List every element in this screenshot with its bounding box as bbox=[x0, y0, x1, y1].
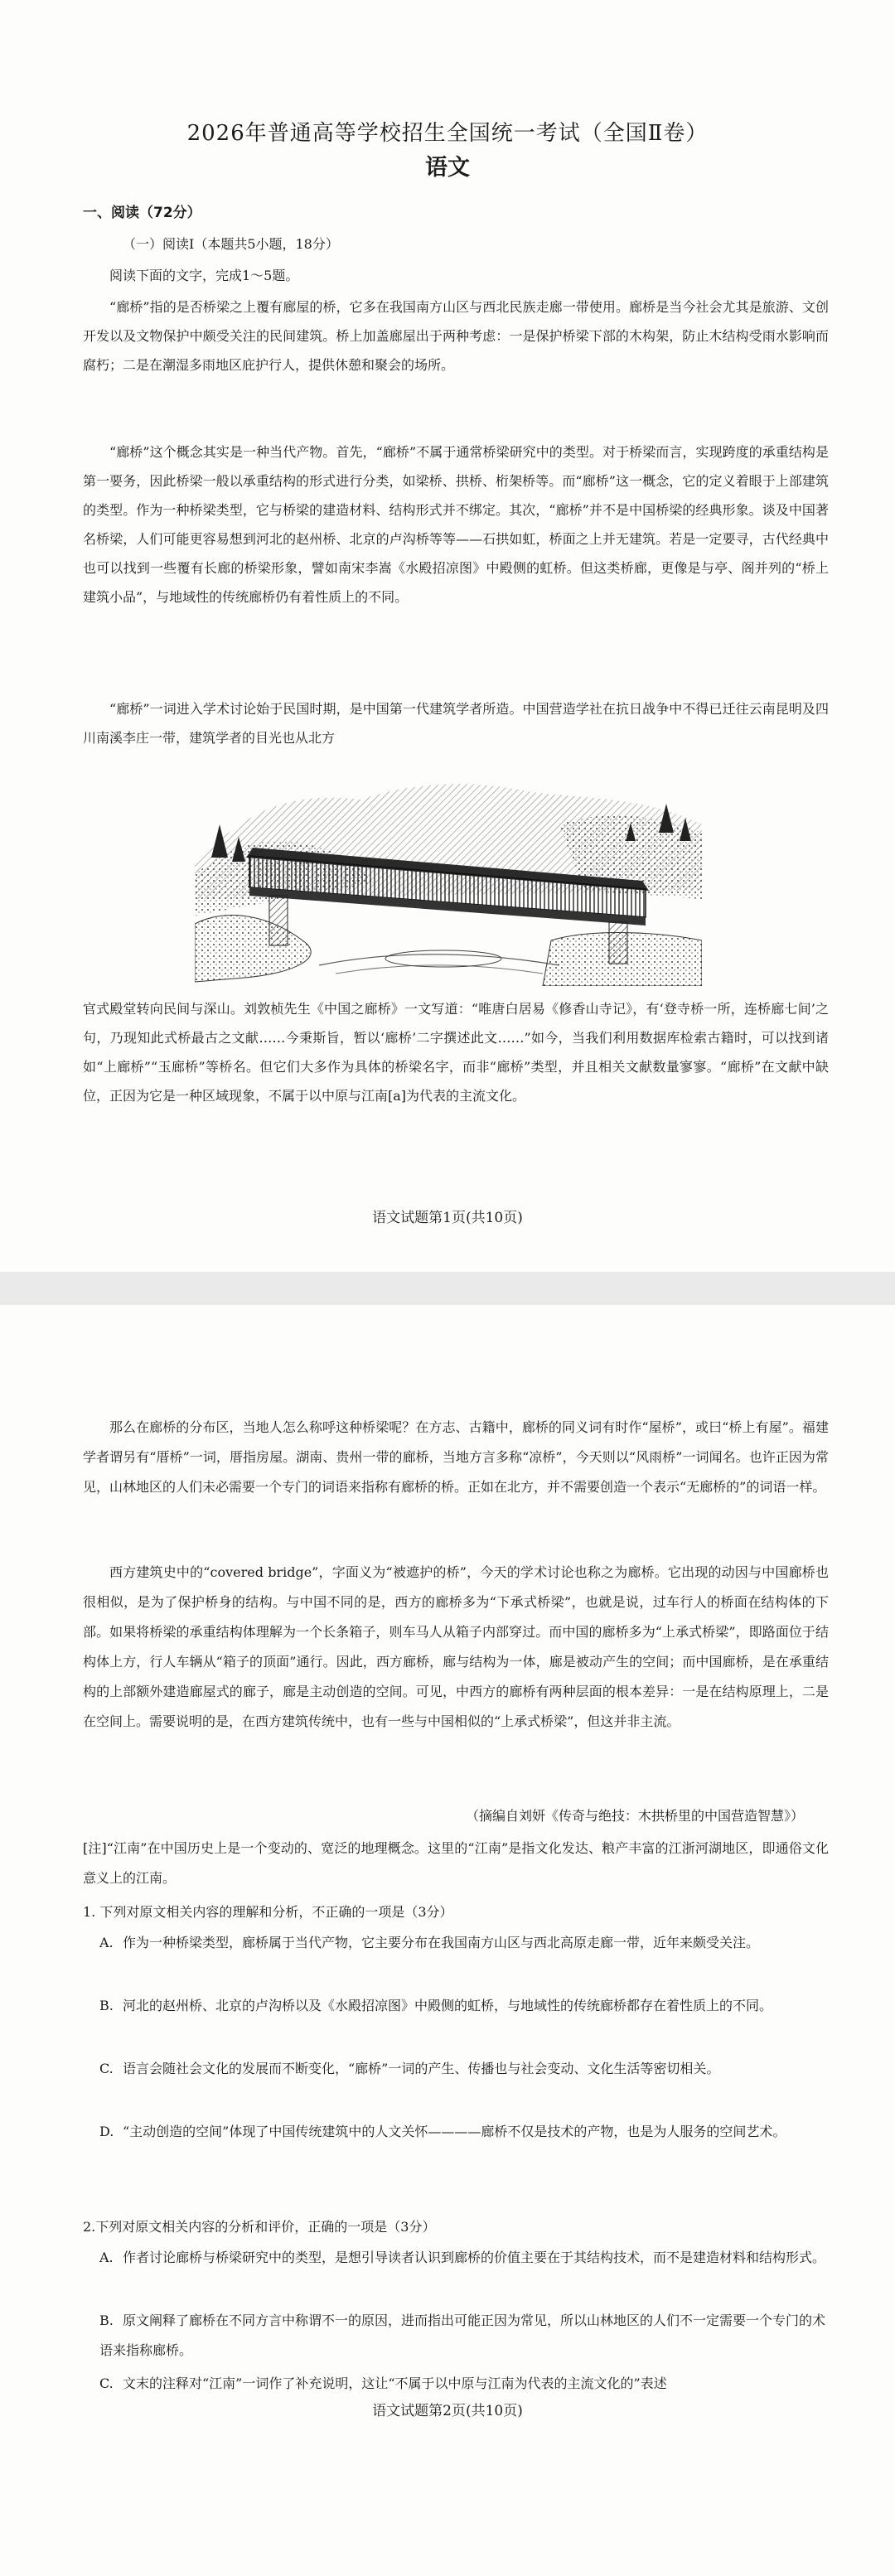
paragraph: 西方建筑史中的“covered bridge”，字面义为“被遮护的桥”，今天的学术讨论也称之为廊桥。它出现的动因与中国廊桥也很相似，是为了保护桥身的结构。与中国不同的是，西方的廊桥多为“下承式桥梁”，也就是说，过车行人的桥面在结构体的下部。如果将桥梁的承重结构体理解为一个长条箱子，则车马人从箱子内部穿过。而中国的廊桥多为“上承式桥梁”，即路面位于结构体上方，行人车辆从“箱子的顶面”通行。因此，西方廊桥，廊与结构为一体，廊是被动产生的空间；而中国廊桥，是在承重结构的上部额外建造廊屋式的廊子，廊是主动创造的空间。可见，中西方的廊桥有两种层面的根本差异：一是在结构原理上，二是在空间上。需要说明的是，在西方建筑传统中，也有一些与中国相似的“上承式桥梁”，但这并非主流。 bbox=[83, 1564, 829, 1729]
page-footer: 语文试题第2页(共10页) bbox=[372, 2403, 523, 2419]
paragraph: “廊桥”一词进入学术讨论始于民国时期，是中国第一代建筑学者所造。中国营造学社在抗日战争中不得已迁往云南昆明及四川南溪李庄一带，建筑学者的目光也从北方 bbox=[83, 701, 829, 746]
question-1-stem: 1. 下列对原文相关内容的理解和分析，不正确的一项是（3分） bbox=[83, 1904, 453, 1920]
option-label: B. bbox=[99, 1998, 114, 2013]
subsection-title: （一）阅读Ⅰ（本题共5小题，18分） bbox=[123, 236, 339, 252]
question-2-option-a[interactable] bbox=[99, 2243, 829, 2273]
instruction: 阅读下面的文字，完成1～5题。 bbox=[109, 268, 299, 283]
paragraph: 官式殿堂转向民间与深山。刘敦桢先生《中国之廊桥》一文写道：“唯唐白居易《修香山寺记》，有‘登寺桥一所，连桥廊七间’之句，乃现知此式桥最古之文献……今秉斯旨，暂以‘廊桥’二字撰述此文……”如今，当我们利用数据库检索古籍时，可以找到诸如“上廊桥”“玉廊桥”等桥名。但它们大多作为具体的桥梁名字，而非“廊桥”类型，并且相关文献数量寥寥。“廊桥”在文献中缺位，正因为它是一种区域现象，不属于以中原与江南[a]为代表的主流文化。 bbox=[83, 1001, 829, 1104]
option-text: 作者讨论廊桥与桥梁研究中的类型，是想引导读者认识到廊桥的价值主要在于其结构技术，而不是建造材料和结构形式。 bbox=[123, 2250, 826, 2265]
option-text: “主动创造的空间”体现了中国传统建筑中的人文关怀————廊桥不仅是技术的产物，也是为人服务的空间艺术。 bbox=[123, 2124, 786, 2139]
question-2-option-c[interactable] bbox=[99, 2369, 829, 2399]
option-label: B. bbox=[99, 2313, 114, 2328]
option-text: 作为一种桥梁类型，廊桥属于当代产物，它主要分布在我国南方山区与西北高原走廊一带，近年来颇受关注。 bbox=[123, 1935, 760, 1950]
option-label: C. bbox=[99, 2375, 114, 2391]
paragraph: 那么在廊桥的分布区，当地人怎么称呼这种桥梁呢？在方志、古籍中，廊桥的同义词有时作“屋桥”，或曰“桥上有屋”。福建学者谓另有“厝桥”一词，厝指房屋。湖南、贵州一带的廊桥，当地方言多称“凉桥”，今天则以“风雨桥”一词闻名。也许正因为常见，山林地区的人们未必需要一个专门的词语来指称有廊桥的桥。正如在北方，并不需要创造一个表示“无廊桥的”的词语一样。 bbox=[83, 1419, 829, 1495]
option-text: 河北的赵州桥、北京的卢沟桥以及《水殿招凉图》中殿侧的虹桥，与地域性的传统廊桥都存在着性质上的不同。 bbox=[123, 1998, 773, 2013]
option-text: 原文阐释了廊桥在不同方言中称谓不一的原因，进而指出可能正因为常见，所以山林地区的人们不一定需要一个专门的术语来指称廊桥。 bbox=[99, 2313, 826, 2358]
exam-page-2 bbox=[0, 1305, 895, 2576]
question-1-option-b[interactable] bbox=[99, 1991, 829, 2021]
question-2-option-b[interactable] bbox=[99, 2306, 829, 2366]
option-text: 语言会随社会文化的发展而不断变化，“廊桥”一词的产生、传播也与社会变动、文化生活等密切相关。 bbox=[123, 2061, 720, 2076]
exam-title: 2026年普通高等学校招生全国统一考试（全国Ⅱ卷） bbox=[186, 121, 709, 146]
option-label: A. bbox=[99, 2250, 114, 2265]
paragraph: “廊桥”这个概念其实是一种当代产物。首先，“廊桥”不属于通常桥梁研究中的类型。对于桥梁而言，实现跨度的承重结构是第一要务，因此桥梁一般以承重结构的形式进行分类，如梁桥、拱桥、桁架桥等。而“廊桥”这一概念，它的定义着眼于上部建筑的类型。作为一种桥梁类型，它与桥梁的建造材料、结构形式并不绑定。其次，“廊桥”并不是中国桥梁的经典形象。谈及中国著名桥梁，人们可能更容易想到河北的赵州桥、北京的卢沟桥等等——石拱如虹，桥面之上并无建筑。若是一定要寻，古代经典中也可以找到一些覆有长廊的桥梁形象，譬如南宋李嵩《水殿招凉图》中殿侧的虹桥。但这类桥廊，更像是与亭、阁并列的“桥上建筑小品”，与地域性的传统廊桥仍有着性质上的不同。 bbox=[83, 444, 829, 605]
question-1-option-c[interactable] bbox=[99, 2054, 829, 2084]
question-1-option-d[interactable] bbox=[99, 2117, 829, 2147]
question-2-stem: 2.下列对原文相关内容的分析和评价，正确的一项是（3分） bbox=[83, 2219, 436, 2235]
footnote: [注]“江南”在中国历史上是一个变动的、宽泛的地理概念。这里的“江南”是指文化发达、粮产丰富的江浙河湖地区，即通俗文化意义上的江南。 bbox=[83, 1840, 829, 1886]
source-citation: （摘编自刘妍《传奇与绝技：木拱桥里的中国营造智慧》） bbox=[465, 1808, 804, 1824]
covered-bridge-illustration bbox=[195, 775, 702, 986]
section-title: 一、阅读（72分） bbox=[83, 205, 201, 221]
option-label: C. bbox=[99, 2061, 114, 2076]
page-footer: 语文试题第1页(共10页) bbox=[372, 1210, 523, 1226]
option-label: D. bbox=[99, 2124, 114, 2139]
exam-page-1 bbox=[0, 0, 895, 1272]
option-label: A. bbox=[99, 1935, 114, 1950]
subject-title: 语文 bbox=[425, 155, 470, 181]
option-text: 文末的注释对“江南”一词作了补充说明，这让“不属于以中原与江南为代表的主流文化的”表述 bbox=[123, 2375, 667, 2391]
paragraph: “廊桥”指的是否桥梁之上覆有廊屋的桥，它多在我国南方山区与西北民族走廊一带使用。廊桥是当今社会尤其是旅游、文创开发以及文物保护中颇受关注的民间建筑。桥上加盖廊屋出于两种考虑：一是保护桥梁下部的木构架，防止木结构受雨水影响而腐朽；二是在潮湿多雨地区庇护行人，提供休憩和聚会的场所。 bbox=[83, 299, 829, 373]
question-1-option-a[interactable] bbox=[99, 1928, 829, 1958]
